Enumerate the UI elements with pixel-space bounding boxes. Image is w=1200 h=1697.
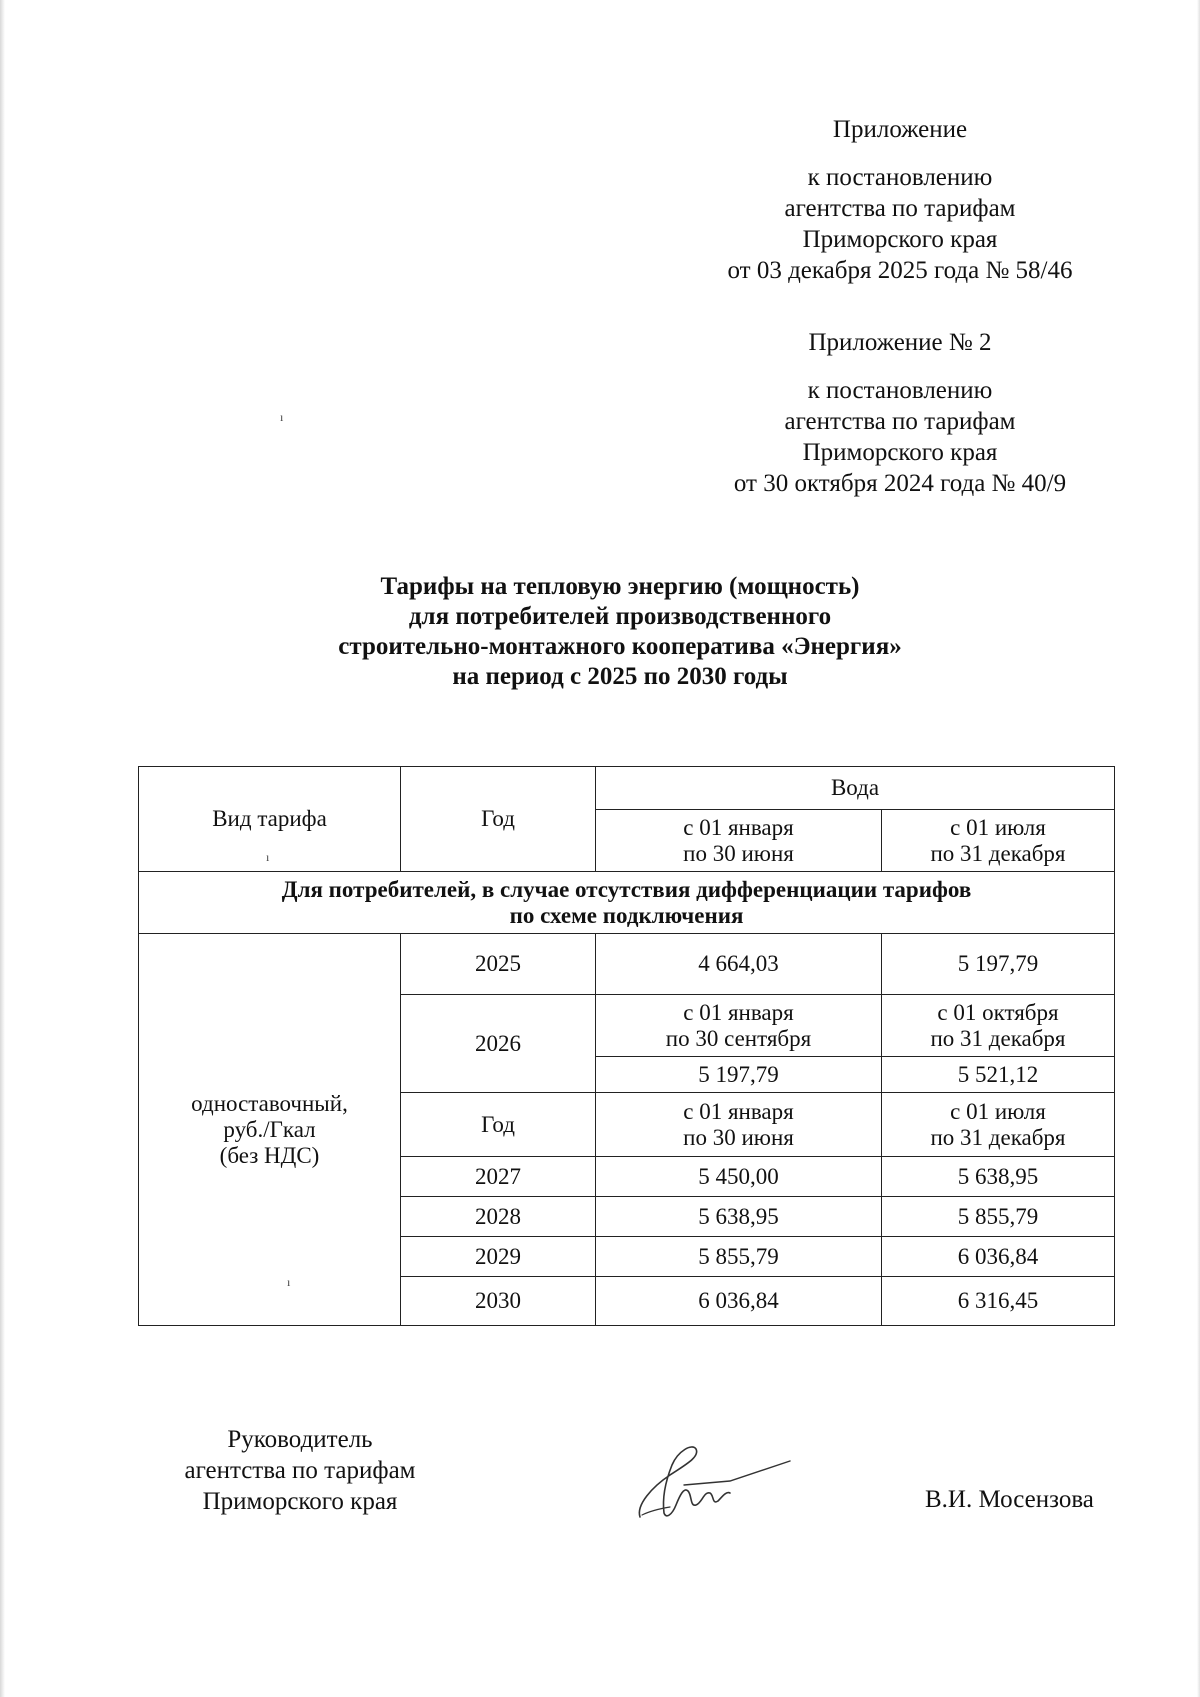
period-start: с 01 января bbox=[683, 1098, 794, 1124]
appendix-1-heading: Приложение bbox=[832, 116, 968, 143]
period-start: с 01 октября bbox=[937, 999, 1059, 1025]
section-line: по схеме подключения bbox=[509, 902, 744, 928]
scan-mark: ı bbox=[287, 1275, 291, 1289]
title-line: для потребителей производственного bbox=[408, 603, 832, 630]
year-cell: 2029 bbox=[401, 1237, 596, 1277]
header-tariff-type: Вид тарифа bbox=[139, 767, 401, 872]
period-start: с 01 января bbox=[683, 814, 794, 840]
value-cell: 5 521,12 bbox=[882, 1057, 1115, 1093]
section-title bbox=[139, 872, 1115, 934]
year-cell: 2028 bbox=[401, 1197, 596, 1237]
table-header-row bbox=[139, 767, 1115, 810]
appendix-1-line: Приморского края bbox=[802, 226, 998, 253]
subheader-period-2 bbox=[882, 1093, 1115, 1157]
appendix-1-date: от 03 декабря 2025 года № 58/46 bbox=[727, 257, 1073, 284]
period-cell bbox=[882, 995, 1115, 1057]
signer-position-line: Приморского края bbox=[202, 1488, 398, 1515]
signer-name: В.И. Мосензова bbox=[925, 1486, 1094, 1513]
year-cell: 2025 bbox=[401, 934, 596, 995]
title-line: строительно-монтажного кооператива «Энергия» bbox=[338, 633, 902, 660]
header-period-1 bbox=[596, 810, 882, 872]
value-cell: 5 638,95 bbox=[596, 1197, 882, 1237]
tariff-name-cell bbox=[139, 934, 401, 1326]
appendix-2-header bbox=[690, 327, 1110, 499]
scan-edge-left bbox=[0, 0, 5, 1697]
document-title bbox=[200, 572, 1040, 692]
section-row bbox=[139, 872, 1115, 934]
appendix-2-line: Приморского края bbox=[802, 439, 998, 466]
period-start: с 01 июля bbox=[950, 814, 1046, 840]
header-water: Вода bbox=[596, 767, 1115, 810]
appendix-2-line: к постановлению bbox=[807, 377, 993, 404]
value-cell: 6 036,84 bbox=[596, 1277, 882, 1326]
appendix-1-header bbox=[690, 114, 1110, 286]
period-end: по 31 декабря bbox=[930, 1124, 1066, 1150]
period-start: с 01 января bbox=[683, 999, 794, 1025]
value-cell: 5 197,79 bbox=[882, 934, 1115, 995]
appendix-2-date: от 30 октября 2024 года № 40/9 bbox=[733, 470, 1067, 497]
period-end: по 31 декабря bbox=[930, 840, 1066, 866]
signer-position-line: агентства по тарифам bbox=[184, 1457, 416, 1484]
period-end: по 30 июня bbox=[683, 840, 794, 866]
value-cell: 6 316,45 bbox=[882, 1277, 1115, 1326]
period-end: по 30 июня bbox=[683, 1124, 794, 1150]
appendix-1-line: агентства по тарифам bbox=[784, 195, 1016, 222]
period-end: по 31 декабря bbox=[930, 1025, 1066, 1051]
scan-mark: ı bbox=[280, 410, 284, 424]
year-cell: 2026 bbox=[401, 995, 596, 1093]
year-cell: 2030 bbox=[401, 1277, 596, 1326]
year-cell: 2027 bbox=[401, 1157, 596, 1197]
appendix-2-line: агентства по тарифам bbox=[784, 408, 1016, 435]
period-cell bbox=[596, 995, 882, 1057]
tariff-name-line: одноставочный, bbox=[191, 1090, 348, 1116]
tariff-table bbox=[138, 766, 1115, 1326]
table-row bbox=[139, 934, 1115, 995]
section-line: Для потребителей, в случае отсутствия дифференциации тарифов bbox=[281, 876, 972, 902]
value-cell: 4 664,03 bbox=[596, 934, 882, 995]
value-cell: 5 450,00 bbox=[596, 1157, 882, 1197]
appendix-2-heading: Приложение № 2 bbox=[808, 329, 992, 356]
period-start: с 01 июля bbox=[950, 1098, 1046, 1124]
appendix-1-line: к постановлению bbox=[807, 164, 993, 191]
value-cell: 5 197,79 bbox=[596, 1057, 882, 1093]
title-line: на период с 2025 по 2030 годы bbox=[452, 663, 788, 690]
header-year: Год bbox=[401, 767, 596, 872]
title-line: Тарифы на тепловую энергию (мощность) bbox=[380, 573, 860, 600]
signer-position bbox=[150, 1424, 450, 1517]
subheader-period-1 bbox=[596, 1093, 882, 1157]
value-cell: 5 855,79 bbox=[596, 1237, 882, 1277]
value-cell: 5 855,79 bbox=[882, 1197, 1115, 1237]
subheader-year: Год bbox=[401, 1093, 596, 1157]
scan-mark: ı bbox=[266, 850, 270, 864]
signer-position-line: Руководитель bbox=[227, 1426, 373, 1453]
value-cell: 5 638,95 bbox=[882, 1157, 1115, 1197]
header-period-2 bbox=[882, 810, 1115, 872]
signature-image bbox=[630, 1435, 810, 1525]
tariff-name-line: руб./Гкал bbox=[223, 1116, 316, 1142]
value-cell: 6 036,84 bbox=[882, 1237, 1115, 1277]
tariff-name-line: (без НДС) bbox=[219, 1142, 320, 1168]
period-end: по 30 сентября bbox=[665, 1025, 812, 1051]
